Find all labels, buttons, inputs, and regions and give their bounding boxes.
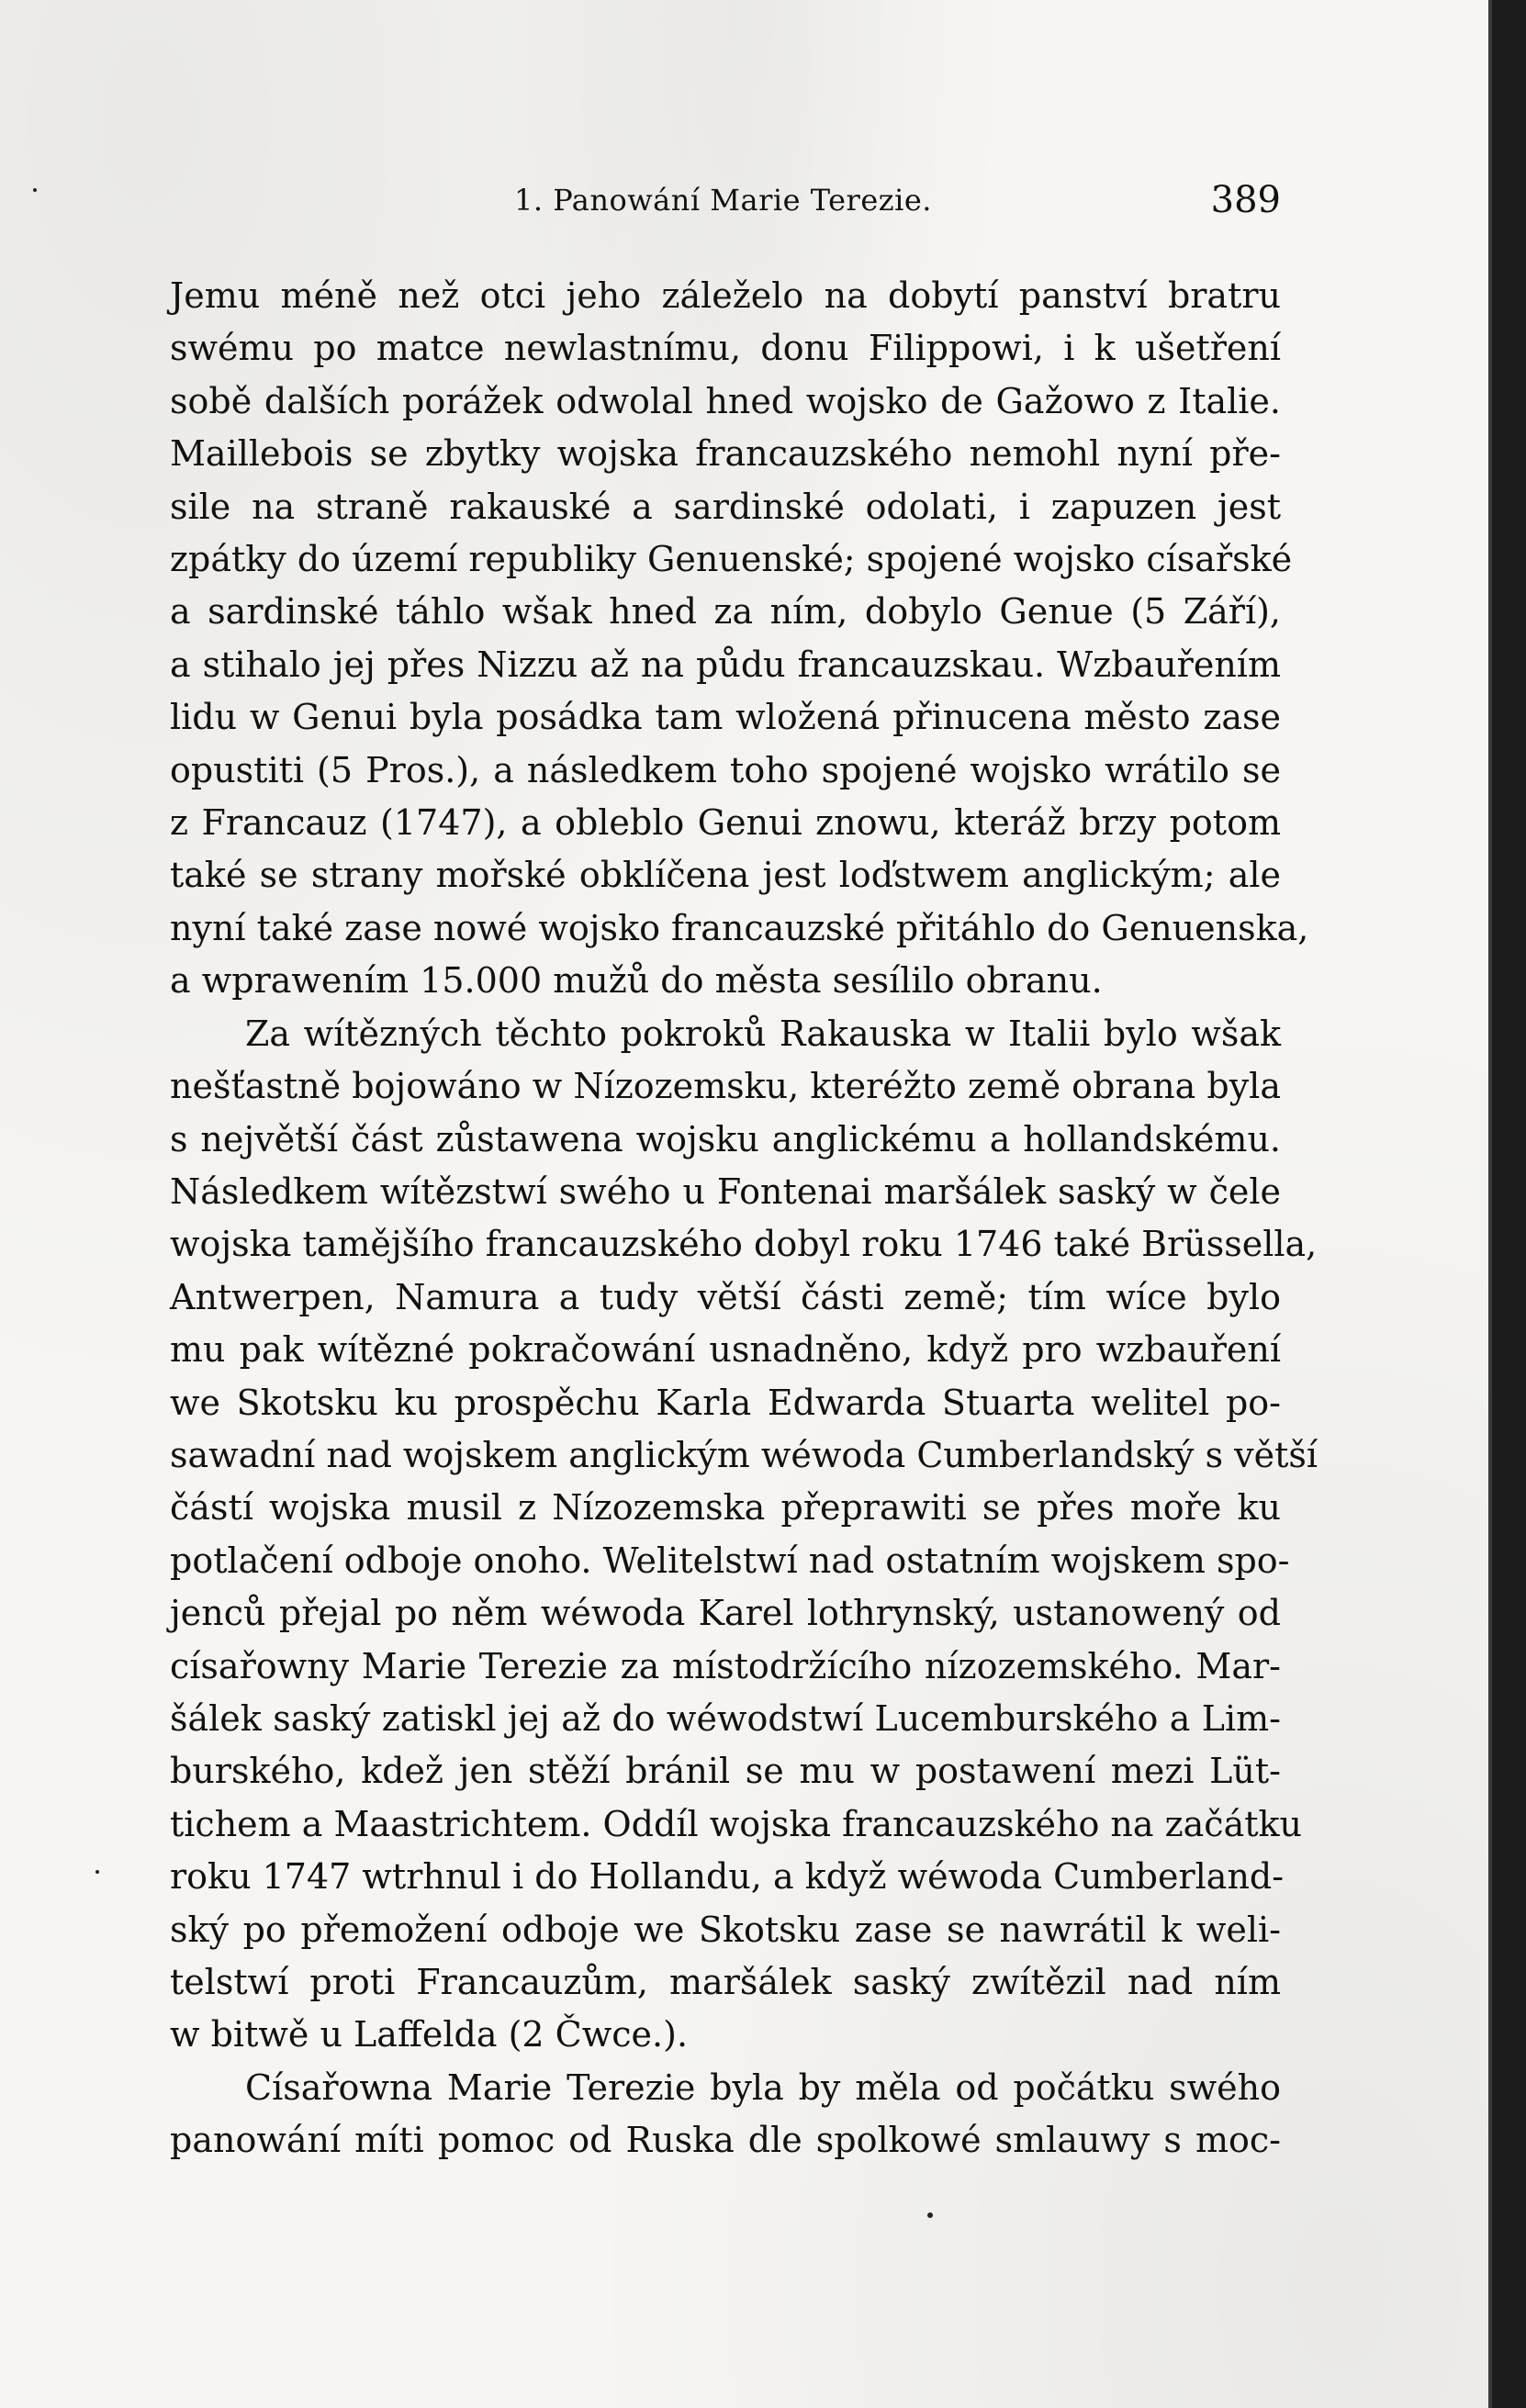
print-speck <box>33 188 37 192</box>
text-line: w bitwě u Laffelda (2 Čwce.). <box>170 2014 689 2055</box>
text-line: také se strany mořské obklíčena jest loďstwem anglickým; ale <box>170 855 1281 896</box>
page-header <box>170 179 1281 234</box>
text-line: jenců přejal po něm wéwoda Karel lothrynský, ustanowený od <box>170 1593 1281 1634</box>
text-line: opustiti (5 Pros.), a následkem toho spojené wojsko wrátilo se <box>170 749 1281 790</box>
print-speck <box>927 2212 933 2218</box>
text-line: Následkem wítězstwí swého u Fontenai maršálek saský w čele <box>170 1170 1281 1212</box>
body-text <box>170 270 1318 2167</box>
text-line: z Francauz (1747), a obleblo Genui znowu, kteráž brzy potom <box>170 802 1281 844</box>
text-line: a sardinské táhlo wšak hned za ním, dobylo Genue (5 Září), <box>170 591 1281 633</box>
print-speck <box>95 1870 99 1874</box>
text-line: ský po přemožení odboje we Skotsku zase se nawrátil k weli- <box>170 1909 1281 1950</box>
paragraph-3 <box>170 2062 1281 2167</box>
text-line: císařowny Marie Terezie za místodržícího nízozemského. Mar- <box>170 1645 1281 1686</box>
paragraph-2 <box>170 1008 1318 2062</box>
text-line: roku 1747 wtrhnul i do Hollandu, a když wéwoda Cumberland- <box>170 1856 1285 1898</box>
text-line: Císařowna Marie Terezie byla by měla od počátku swého <box>245 2066 1281 2108</box>
text-line: wojska tamějšího francauzského dobyl roku 1746 také Brüssella, <box>170 1224 1318 1265</box>
text-line: sile na straně rakauské a sardinské odolati, i zapuzen jest <box>170 486 1281 527</box>
text-line: telstwí proti Francauzům, maršálek saský zwítězil nad ním <box>170 1962 1281 2002</box>
text-line: Maillebois se zbytky wojska francauzského nemohl nyní pře- <box>170 433 1281 475</box>
text-line: zpátky do území republiky Genuenské; spojené wojsko císařské <box>170 539 1293 580</box>
text-line: částí wojska musil z Nízozemska přeprawiti se přes moře ku <box>170 1487 1281 1529</box>
text-line: mu pak wítězné pokračowání usnadněno, když pro wzbauření <box>170 1329 1281 1371</box>
text-line: sawadní nad wojskem anglickým wéwoda Cumberlandský s větší <box>170 1434 1318 1475</box>
text-line: a stihalo jej přes Nizzu až na půdu francauzskau. Wzbauřením <box>170 644 1281 685</box>
text-line: Za wítězných těchto pokroků Rakauska w Italii bylo wšak <box>245 1013 1281 1054</box>
text-line: sobě dalších porážek odwolal hned wojsko de Gažowo z Italie. <box>170 380 1281 421</box>
text-line: nyní také zase nowé wojsko francauzské přitáhlo do Genuenska, <box>170 907 1309 948</box>
text-line: s největší část zůstawena wojsku anglickému a hollandskému. <box>170 1118 1281 1159</box>
text-line: potlačení odboje onoho. Welitelstwí nad ostatním wojskem spo- <box>170 1540 1290 1581</box>
text-line: a wprawením 15.000 mužů do města sesílilo obranu. <box>170 960 1103 1002</box>
text-line: Antwerpen, Namura a tudy větší části země; tím wíce bylo <box>170 1276 1281 1317</box>
text-line: Jemu méně než otci jeho záleželo na dobytí panství bratru <box>170 275 1281 316</box>
text-line: šálek saský zatiskl jej až do wéwodstwí Lucemburského a Lim- <box>170 1697 1281 1739</box>
text-line: tichem a Maastrichtem. Oddíl wojska francauzského na začátku <box>170 1803 1302 1844</box>
text-line: lidu w Genui byla posádka tam wložená přinucena město zase <box>170 697 1281 738</box>
text-line: nešťastně bojowáno w Nízozemsku, kteréžto země obrana byla <box>170 1066 1281 1107</box>
text-line: panowání míti pomoc od Ruska dle spolkowé smlauwy s moc- <box>170 2120 1281 2161</box>
paragraph-1 <box>170 270 1309 1008</box>
text-line: we Skotsku ku prospěchu Karla Edwarda Stuarta welitel po- <box>170 1382 1281 1423</box>
running-title: 1. Panowání Marie Terezie. <box>514 183 932 218</box>
page-number: 389 <box>1210 179 1281 221</box>
text-line: burského, kdež jen stěží bránil se mu w postawení mezi Lüt- <box>170 1751 1281 1792</box>
text-line: swému po matce newlastnímu, donu Filippowi, i k ušetření <box>170 328 1281 369</box>
